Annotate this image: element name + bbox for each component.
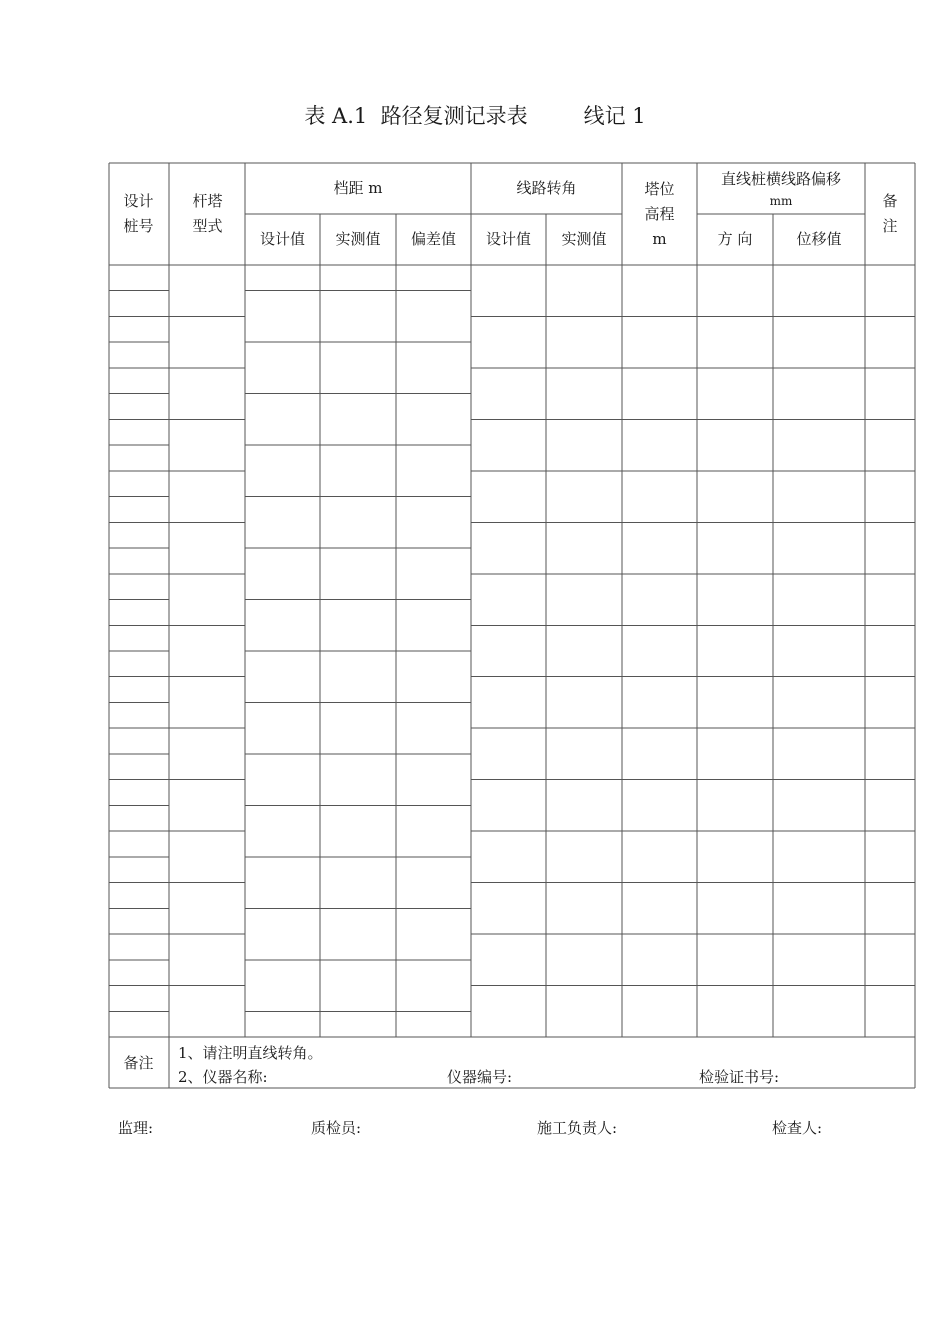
footer-instrument-no: 仪器编号: — [447, 1068, 513, 1086]
header-offset-group-text: 直线桩横线路偏移 — [720, 170, 841, 188]
document-title — [0, 102, 950, 130]
footer-certificate-no: 检验证书号: — [699, 1068, 780, 1086]
form-code: 线记 1 — [583, 104, 646, 128]
header-remarks-text: 备 注 — [882, 192, 898, 235]
footer-remarks-label-text: 备注 — [123, 1054, 154, 1072]
header-tower-type-text: 杆塔 型式 — [192, 192, 223, 235]
header-stake-no-text: 设计 桩号 — [123, 192, 154, 235]
header-angle-group-text: 线路转角 — [516, 179, 577, 197]
header-angle-measured — [546, 214, 622, 265]
header-angle-measured-text: 实测值 — [561, 230, 607, 248]
header-offset-displacement-text: 位移值 — [796, 230, 842, 248]
header-remarks — [865, 163, 915, 265]
header-tower-type — [170, 163, 245, 265]
title-text: 表 A.1 路径复测记录表 — [304, 104, 528, 128]
header-tower-elevation-text: 塔位 高程 m — [644, 179, 675, 248]
header-span-design-text: 设计值 — [259, 230, 305, 248]
signature-inspector: 质检员: — [311, 1119, 362, 1137]
header-offset-direction-text: 方 向 — [717, 230, 753, 248]
header-offset-unit-text: mm — [769, 194, 793, 208]
record-table — [108, 162, 916, 1090]
signature-supervisor: 监理: — [118, 1119, 154, 1137]
header-stake-no — [108, 163, 169, 265]
footer-instrument-name: 2、仪器名称: — [178, 1068, 268, 1086]
signature-checker: 检查人: — [772, 1119, 823, 1137]
header-span-measured-text: 实测值 — [335, 230, 381, 248]
header-span-deviation-text: 偏差值 — [410, 230, 456, 248]
header-angle-design — [471, 214, 546, 265]
header-offset-group — [697, 163, 865, 214]
header-offset-direction — [697, 214, 773, 265]
header-angle-design-text: 设计值 — [485, 230, 531, 248]
header-span-deviation — [396, 214, 471, 265]
header-angle-group — [471, 163, 622, 214]
footer-note-1: 1、请注明直线转角。 — [178, 1044, 323, 1062]
header-span-measured — [320, 214, 396, 265]
header-span-group — [245, 163, 471, 214]
signature-construction-lead: 施工负责人: — [537, 1119, 618, 1137]
footer-remarks-label — [108, 1038, 169, 1089]
header-span-design — [245, 214, 320, 265]
header-tower-elevation — [622, 163, 697, 265]
header-offset-displacement — [773, 214, 865, 265]
header-span-group-text: 档距 m — [333, 179, 383, 197]
